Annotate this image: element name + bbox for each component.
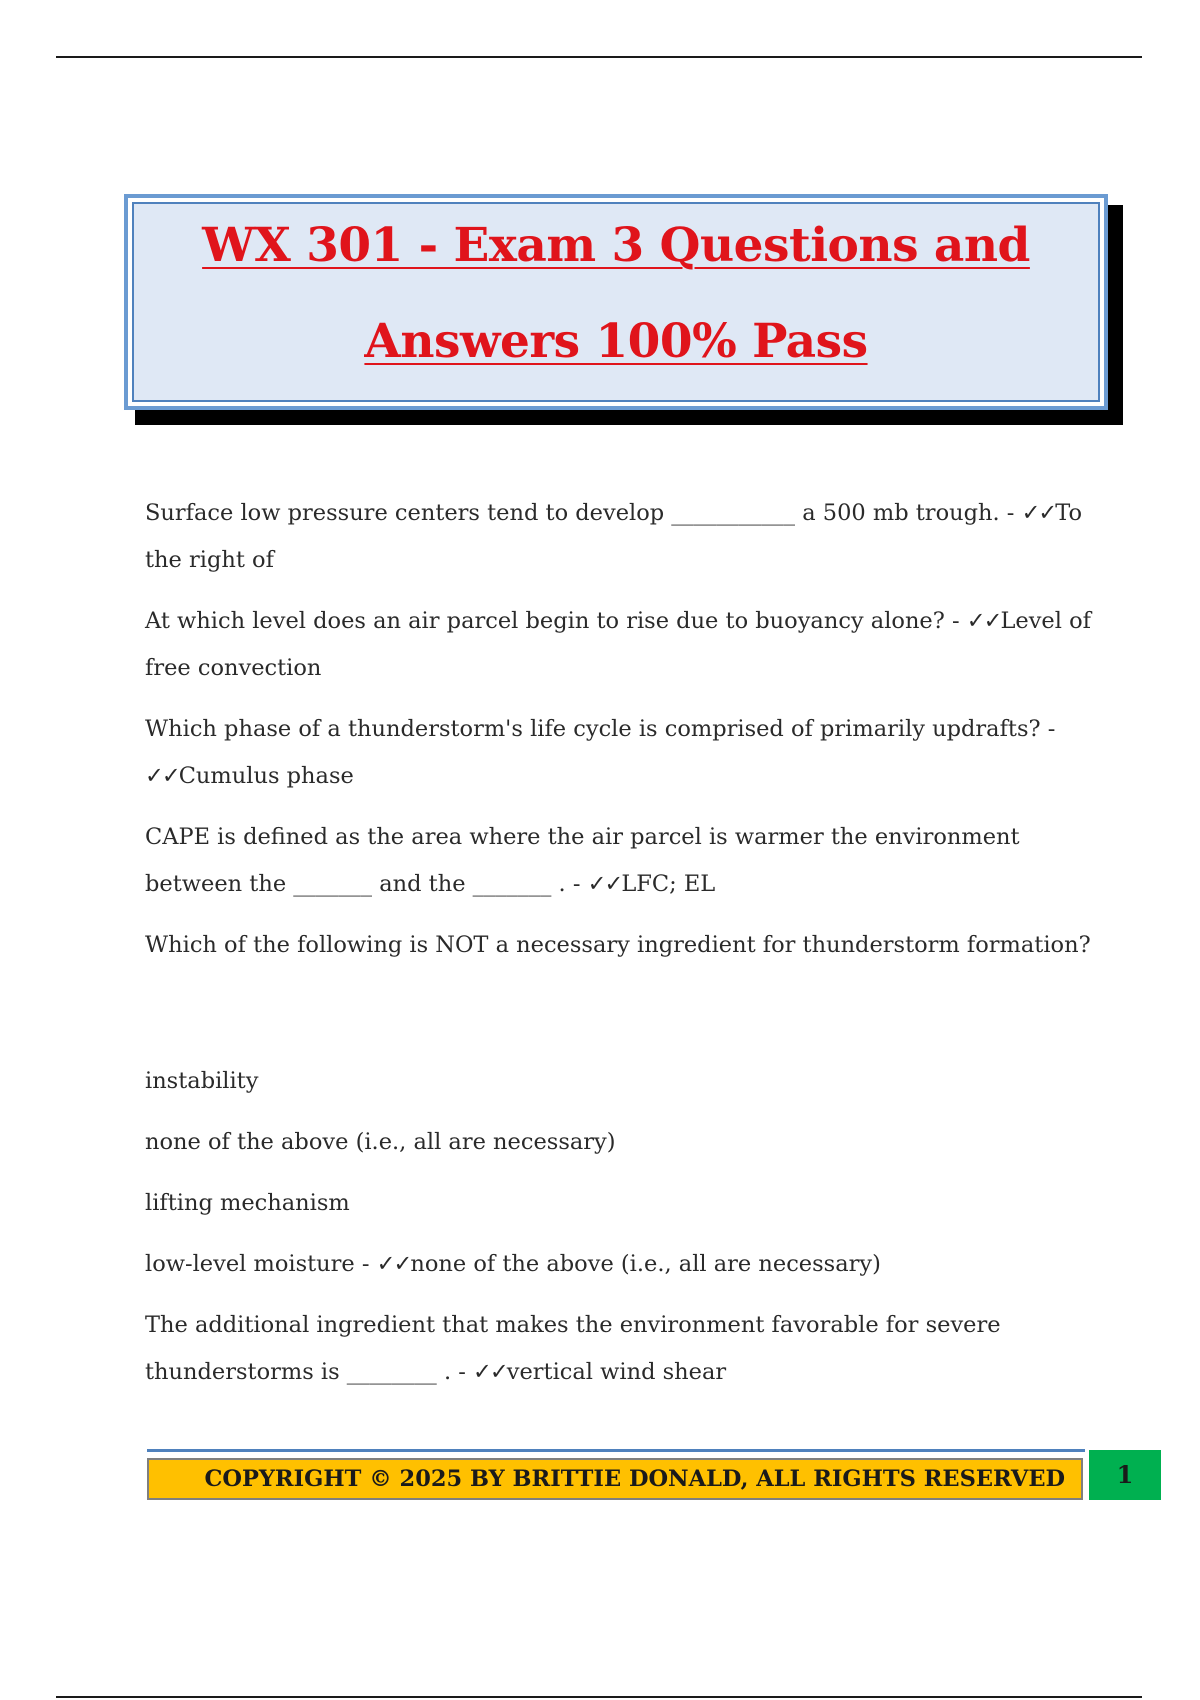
double-check-icon: ✓✓ [473, 1359, 507, 1385]
answer-option [145, 1241, 1095, 1288]
question-item [145, 922, 1095, 969]
double-check-icon: ✓✓ [145, 763, 179, 789]
question-list [145, 490, 1095, 1410]
question-text: At which level does an air parcel begin to rise due to buoyancy alone? - [145, 608, 967, 634]
answer-text: vertical wind shear [506, 1359, 727, 1385]
answer-text: Level of free convection [145, 608, 1091, 681]
question-text: The additional ingredient that makes the environment favorable for severe thunderstorms is ________ . - [145, 1312, 1001, 1385]
answer-option: lifting mechanism [145, 1190, 350, 1216]
spacer [145, 983, 1095, 1058]
document-title-line-2: Answers 100% Pass [364, 314, 868, 369]
answer-text: To the right of [145, 500, 1083, 573]
double-check-icon: ✓✓ [376, 1251, 411, 1277]
bottom-rule [56, 1696, 1142, 1698]
copyright-footer: COPYRIGHT © 2025 BY BRITTIE DONALD, ALL RIGHTS RESERVED [147, 1458, 1083, 1500]
question-item [145, 598, 1095, 692]
double-check-icon: ✓✓ [966, 608, 1001, 634]
question-item [145, 706, 1095, 800]
answer-text: LFC; EL [621, 871, 716, 897]
question-item [145, 814, 1095, 908]
question-item [145, 490, 1095, 584]
double-check-icon: ✓✓ [1021, 500, 1056, 526]
page-number-badge: 1 [1089, 1450, 1161, 1500]
answer-option: instability [145, 1068, 259, 1094]
answer-text: none of the above (i.e., all are necessary) [410, 1251, 881, 1277]
answer-option: none of the above (i.e., all are necessary) [145, 1129, 616, 1155]
option-text: low-level moisture - [145, 1251, 377, 1277]
document-title-line-1: WX 301 - Exam 3 Questions and [202, 218, 1030, 273]
question-text: Surface low pressure centers tend to develop ___________ a 500 mb trough. - [145, 500, 1022, 526]
question-text: Which of the following is NOT a necessary ingredient for thunderstorm formation? [145, 932, 1091, 958]
question-item [145, 1302, 1095, 1396]
footer-rule [147, 1449, 1085, 1452]
question-text: Which phase of a thunderstorm's life cycle is comprised of primarily updrafts? - [145, 716, 1056, 742]
title-box [124, 194, 1108, 410]
answer-text: Cumulus phase [178, 763, 354, 789]
double-check-icon: ✓✓ [587, 871, 622, 897]
question-text: CAPE is defined as the area where the air parcel is warmer the environment between the _______ and the _______ . - [145, 824, 1020, 897]
top-rule [56, 56, 1142, 58]
